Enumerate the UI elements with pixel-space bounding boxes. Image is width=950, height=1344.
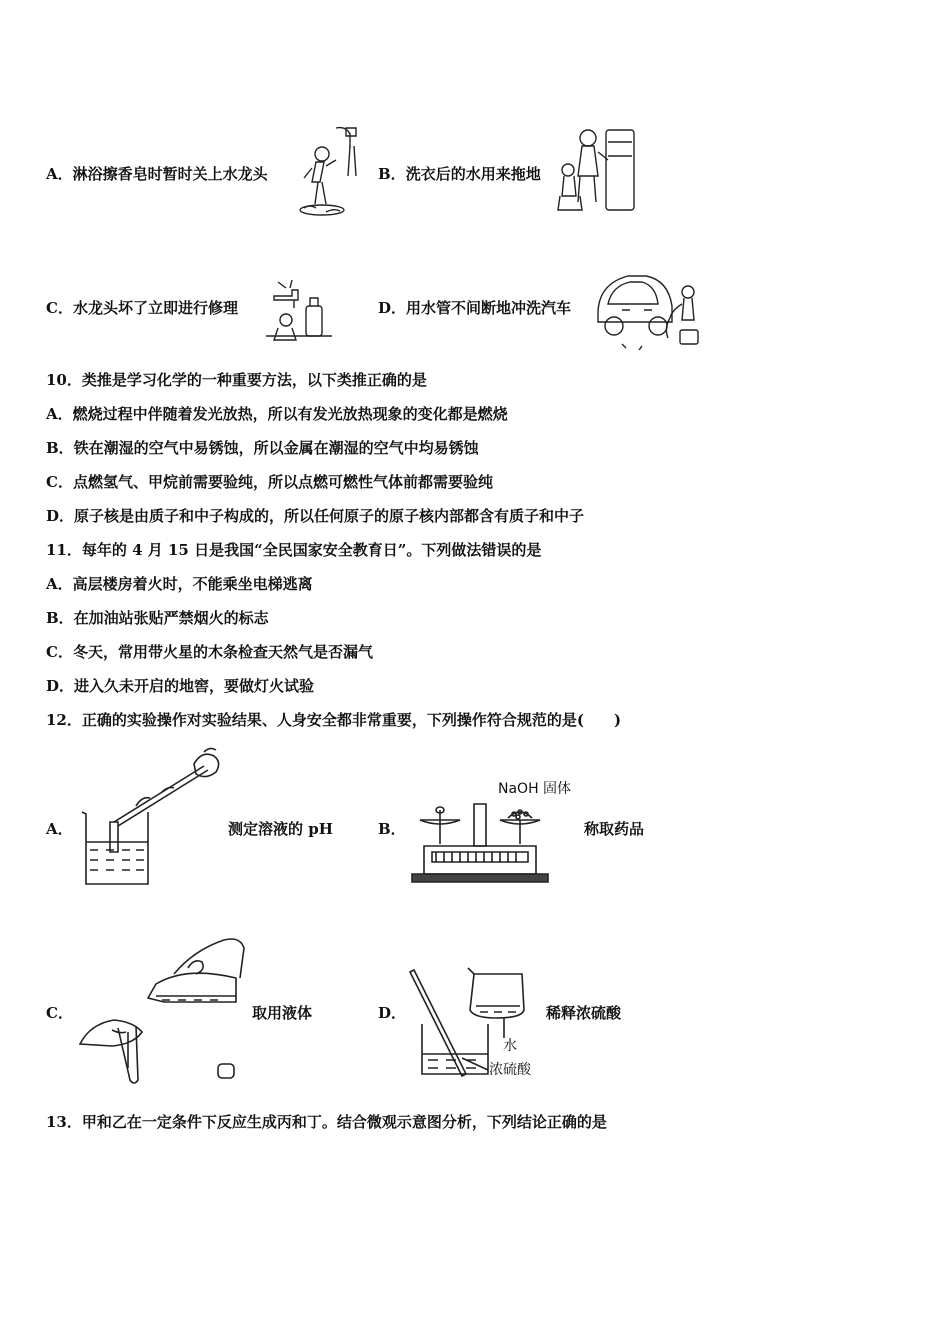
q11-option-a: A．高层楼房着火时，不能乘坐电梯逃离: [46, 575, 313, 593]
q11-option-b: B．在加油站张贴严禁烟火的标志: [46, 609, 269, 627]
concentrated-acid-label: 浓硫酸: [489, 1062, 531, 1078]
q9-option-b: B．洗衣后的水用来拖地: [378, 165, 541, 183]
q11-stem: 11．每年的 4 月 15 日是我国“全民国家安全教育日”。下列做法错误的是: [46, 541, 542, 559]
q10-option-c: C．点燃氢气、甲烷前需要验纯，所以点燃可燃性气体前都需要验纯: [46, 473, 493, 491]
q12-option-d-letter: D．: [378, 1004, 407, 1022]
car-washing-cartoon-icon: [592, 264, 704, 354]
q11-option-c: C．冬天，常用带火星的木条检查天然气是否漏气: [46, 643, 373, 661]
q10-option-d: D．原子核是由质子和中子构成的，所以任何原子的原子核内部都含有质子和中子: [46, 507, 585, 525]
balance-scale-icon: [410, 790, 550, 884]
mopping-cartoon-icon: [556, 122, 638, 218]
q9-option-d: D．用水管不间断地冲洗汽车: [378, 299, 572, 317]
ph-test-beaker-icon: [76, 742, 224, 888]
q12-option-a-caption: 测定溶液的 pH: [228, 820, 333, 838]
water-label: 水: [503, 1038, 517, 1054]
q12-option-c-letter: C．: [46, 1004, 73, 1022]
q10-option-a: A．燃烧过程中伴随着发光放热，所以有发光放热现象的变化都是燃烧: [46, 405, 508, 423]
q12-option-b-caption: 称取药品: [584, 820, 645, 838]
pour-liquid-test-tube-icon: [78, 934, 246, 1084]
q13-stem: 13．甲和乙在一定条件下反应生成丙和丁。结合微观示意图分析，下列结论正确的是: [46, 1113, 607, 1131]
naoh-solid-label: NaOH 固体: [498, 781, 572, 797]
shower-cartoon-icon: [296, 124, 360, 218]
q11-option-d: D．进入久未开启的地窖，要做灯火试验: [46, 677, 315, 695]
q12-option-d-caption: 稀释浓硫酸: [546, 1004, 622, 1022]
q10-stem: 10．类推是学习化学的一种重要方法，以下类推正确的是: [46, 371, 427, 389]
q12-option-b-letter: B．: [378, 820, 406, 838]
q12-stem: 12．正确的实验操作对实验结果、人身安全都非常重要，下列操作符合规范的是( ): [46, 711, 622, 729]
faucet-repair-cartoon-icon: [264, 276, 334, 342]
q12-option-a-letter: A．: [46, 820, 73, 838]
q12-option-c-caption: 取用液体: [252, 1004, 313, 1022]
q9-option-c: C．水龙头坏了立即进行修理: [46, 299, 238, 317]
q10-option-b: B．铁在潮湿的空气中易锈蚀，所以金属在潮湿的空气中均易锈蚀: [46, 439, 479, 457]
q9-option-a: A．淋浴擦香皂时暂时关上水龙头: [46, 165, 268, 183]
